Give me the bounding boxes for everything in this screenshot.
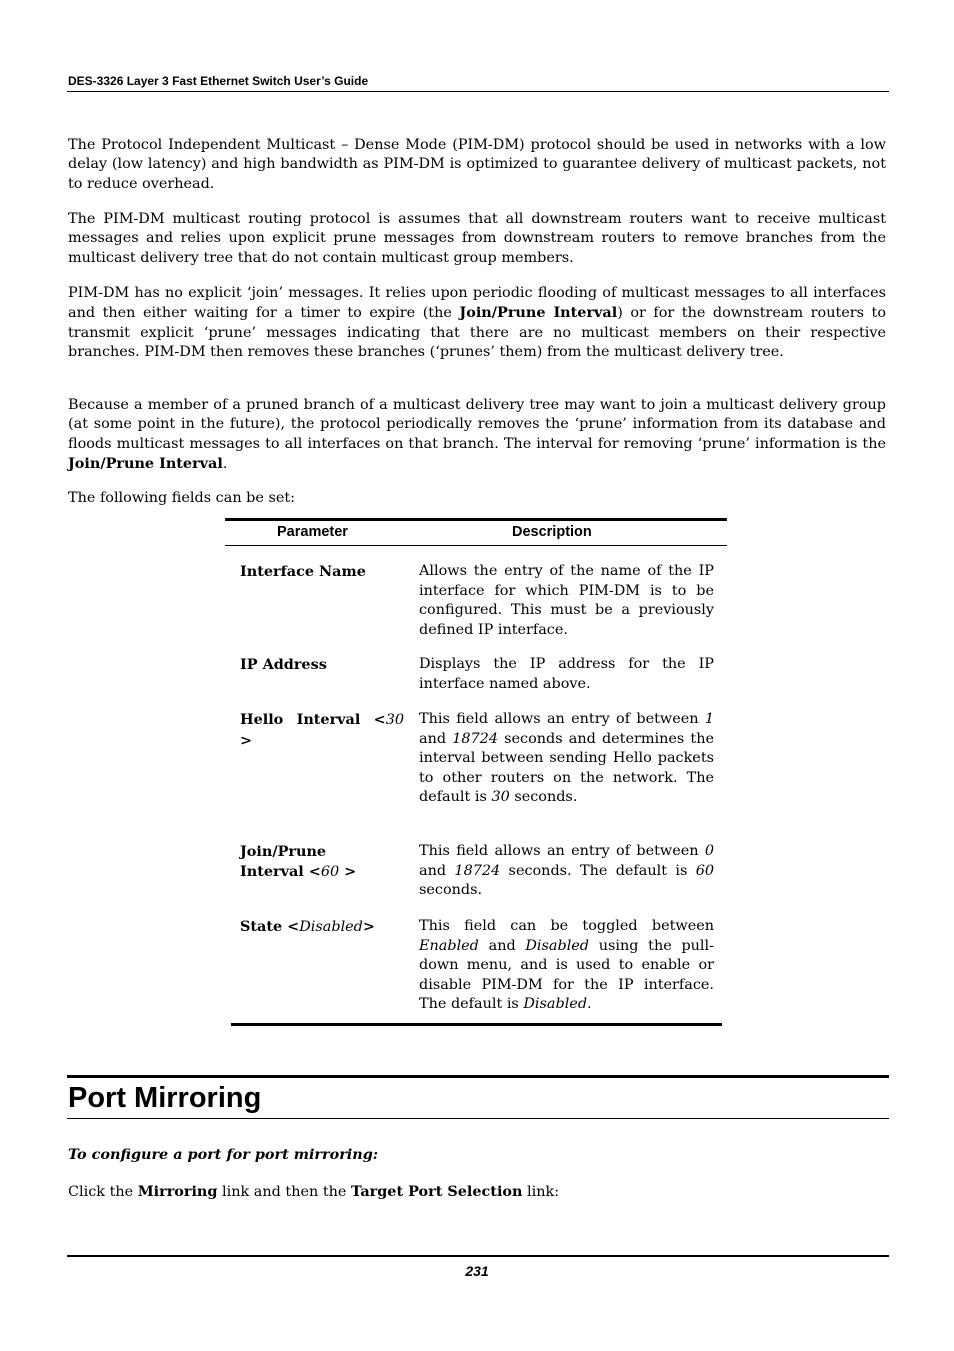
desc-state: This field can be toggled between Enabled and Disabled using the pull-down menu, and is used to enable or disable PIM-DM for the IP interface. The default is Disabled. — [419, 918, 714, 1012]
procedure-step: Click the Mirroring link and then the Target Port Selection link: — [68, 1183, 560, 1200]
param-interface-name: Interface Name — [240, 563, 366, 580]
mirroring-link-term: Mirroring — [137, 1183, 218, 1200]
desc-interface-name: Allows the entry of the name of the IP interface for which PIM-DM is to be configured. This must be a previously defined IP interface. — [419, 563, 714, 638]
param-state: State <Disabled> — [240, 918, 375, 935]
fields-intro: The following fields can be set: — [68, 490, 295, 506]
column-header-description: Description — [512, 524, 592, 540]
running-header: DES-3326 Layer 3 Fast Ethernet Switch User’s Guide — [68, 74, 369, 88]
procedure-heading: To configure a port for port mirroring: — [68, 1146, 379, 1163]
join-prune-term: Join/Prune Interval — [459, 304, 618, 322]
intro-paragraph-2: The PIM-DM multicast routing protocol is assumes that all downstream routers want to receive multicast messages and relies upon explicit prune messages from downstream routers to remove branches from the multicast delivery tree that do not contain multicast group members. — [68, 211, 886, 266]
table-bottom-rule — [231, 1023, 722, 1026]
column-header-parameter: Parameter — [277, 524, 348, 540]
table-header-rule — [225, 545, 727, 546]
intro-paragraph-1: The Protocol Independent Multicast – Dense Mode (PIM-DM) protocol should be used in networks with a low delay (low latency) and high bandwidth as PIM-DM is optimized to guarantee delivery of multicast packets, not to reduce overhead. — [68, 137, 886, 192]
desc-join-prune-interval: This field allows an entry of between 0 and 18724 seconds. The default is 60 seconds. — [419, 843, 714, 898]
desc-hello-interval: This field allows an entry of between 1 and 18724 seconds and determines the interval between sending Hello packets to other routers on the network. The default is 30 seconds. — [419, 711, 714, 805]
target-port-selection-term: Target Port Selection — [350, 1183, 523, 1200]
intro-paragraph-3: PIM-DM has no explicit ‘join’ messages. It relies upon periodic flooding of multicast messages to all interfaces and then either waiting for a timer to expire (the Join/Prune Interval) or for the downstream routers to transmit explicit ‘prune’ messages indicating that there are no multicast members on their respective branches. PIM-DM then removes these branches (‘prunes’ them) from the multicast delivery tree. — [68, 285, 886, 361]
intro-paragraph-4: Because a member of a pruned branch of a multicast delivery tree may want to join a multicast delivery group (at some point in the future), the protocol periodically removes the ‘prune’ information from its database and floods multicast messages to all interfaces on that branch. The interval for removing ‘prune’ information is the Join/Prune Interval. — [68, 397, 886, 473]
section-bottom-rule — [67, 1118, 889, 1119]
footer-rule — [67, 1255, 889, 1257]
header-rule — [67, 91, 889, 92]
section-heading: Port Mirroring — [68, 1082, 262, 1114]
param-hello-interval: Hello Interval <30 > — [240, 711, 404, 749]
table-top-rule — [225, 518, 727, 521]
param-ip-address: IP Address — [240, 656, 327, 673]
desc-ip-address: Displays the IP address for the IP interface named above. — [419, 656, 714, 692]
join-prune-term: Join/Prune Interval — [68, 455, 223, 473]
param-join-prune-interval: Join/Prune Interval <60 > — [240, 843, 357, 880]
page-number: 231 — [465, 1263, 489, 1279]
